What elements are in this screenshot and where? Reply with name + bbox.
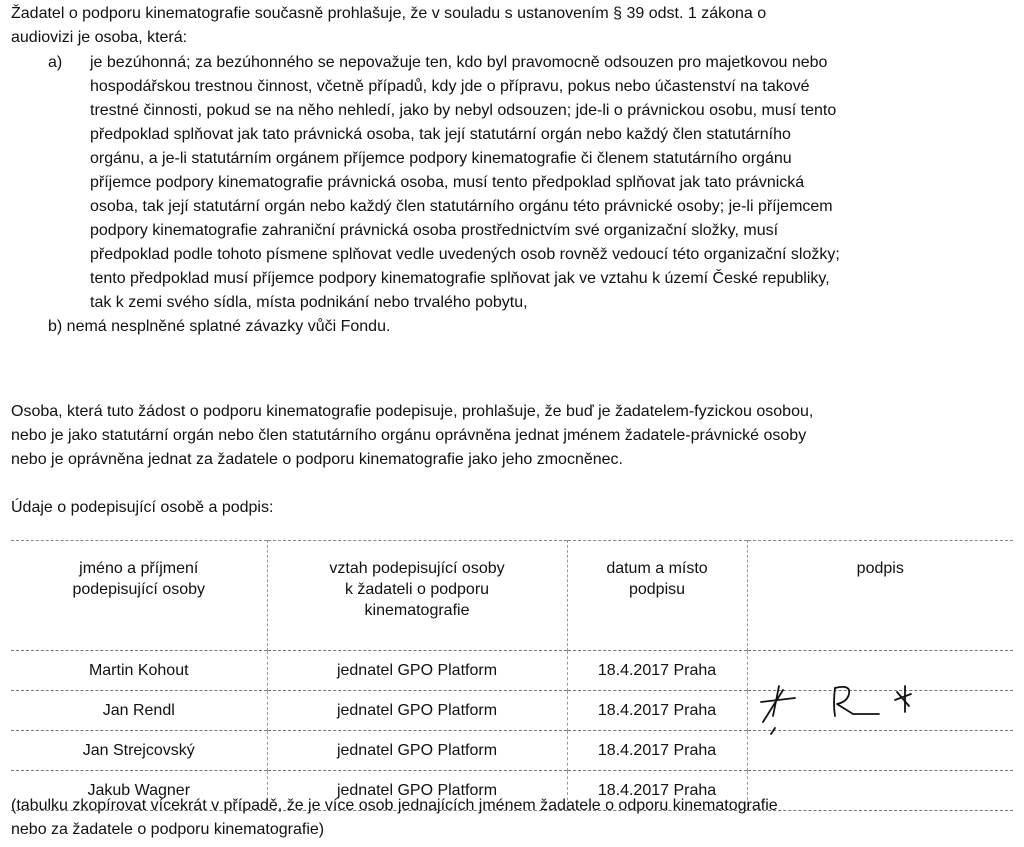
item-a-line: předpoklad podle tohoto písmene splňovat vedle uvedených osob rovněž vedoucí této organizační složky; [90,246,840,263]
item-a-line: je bezúhonná; za bezúhonného se nepovažuje ten, kdo byl pravomocně odsouzen pro majetkovou nebo [90,54,828,71]
cell-signature [747,731,1013,771]
table-row [11,731,1013,771]
header-relation: vztah podepisující osoby k žadateli o podporu kinematografie [267,541,567,651]
header-date-place: datum a místo podpisu [567,541,747,651]
cell-date-place: 18.4.2017 Praha [567,731,747,771]
handwritten-signature [755,676,925,736]
item-a-line: orgánu, a je-li statutárním orgánem příjemce podpory kinematografie či členem statutárního orgánu [90,150,792,167]
cell-date-place: 18.4.2017 Praha [567,651,747,691]
item-a-line: osoba, tak její statutární orgán nebo každý člen statutárního orgánu této právnické osoby; je-li příjemcem [90,198,833,215]
section-label: Údaje o podepisující osobě a podpis: [11,499,274,516]
item-a-line: předpoklad splňovat jak tato právnická osoba, tak její statutární orgán nebo každý člen statutárního [90,126,791,143]
item-a-line: tento předpoklad musí příjemce podpory kinematografie splňovat jak ve vztahu k území České republiky, [90,270,830,287]
signatory-statement-line: nebo je oprávněna jednat za žadatele o podporu kinematografie jako jeho zmocněnec. [11,451,623,468]
declaration-intro-line: Žadatel o podporu kinematografie současně prohlašuje, že v souladu s ustanovením § 39 odst. 1 zákona o [11,5,767,22]
signatory-statement-line: nebo je jako statutární orgán nebo člen statutárního orgánu oprávněna jednat jménem žadatele-právnické osoby [11,427,807,444]
header-name: jméno a příjmení podepisující osoby [72,560,206,598]
item-a-line: trestné činnosti, pokud se na něho nehledí, jako by nebyl odsouzen; jde-li o právnickou osobu, musí tento [90,102,837,119]
footnote-line: (tabulku zkopírovat vícekrát v případě, že je více osob jednajících jménem žadatele o odporu kinematografie [11,797,778,814]
cell-relation: jednatel GPO Platform [267,771,567,811]
item-a-marker: a) [48,54,63,71]
cell-relation: jednatel GPO Platform [267,651,567,691]
cell-signature [747,771,1013,811]
declaration-intro-line: audiovizi je osoba, která: [11,29,188,46]
cell-relation: jednatel GPO Platform [267,731,567,771]
cell-name: Jakub Wagner [87,781,191,799]
item-a-line: hospodářskou trestnou činnost, včetně případů, kdy jde o přípravu, pokus nebo účastenství na takové [90,78,810,95]
cell-date-place: 18.4.2017 Praha [567,771,747,811]
item-a-line: příjemce podpory kinematografie právnická osoba, musí tento předpoklad splňovat jak tato právnická [90,174,805,191]
signatory-statement-line: Osoba, která tuto žádost o podporu kinematografie podepisuje, prohlašuje, že buď je žadatelem-fyzickou osobou, [11,403,814,420]
cell-relation: jednatel GPO Platform [267,691,567,731]
cell-name: Jan Rendl [102,701,175,719]
cell-name: Martin Kohout [88,661,189,679]
header-signature: podpis [747,541,1013,651]
table-header-row [11,541,1013,651]
item-a-line: tak k zemi svého sídla, místa podnikání nebo trvalého pobytu, [90,294,528,311]
cell-name: Jan Strejcovský [82,741,195,759]
cell-date-place: 18.4.2017 Praha [567,691,747,731]
item-b: b) nemá nesplněné splatné závazky vůči Fondu. [48,318,391,335]
footnote-line: nebo za žadatele o podporu kinematografie) [11,821,325,838]
item-a-line: podpory kinematografie zahraniční právnická osoba prostřednictvím své organizační složky, musí [90,222,779,239]
